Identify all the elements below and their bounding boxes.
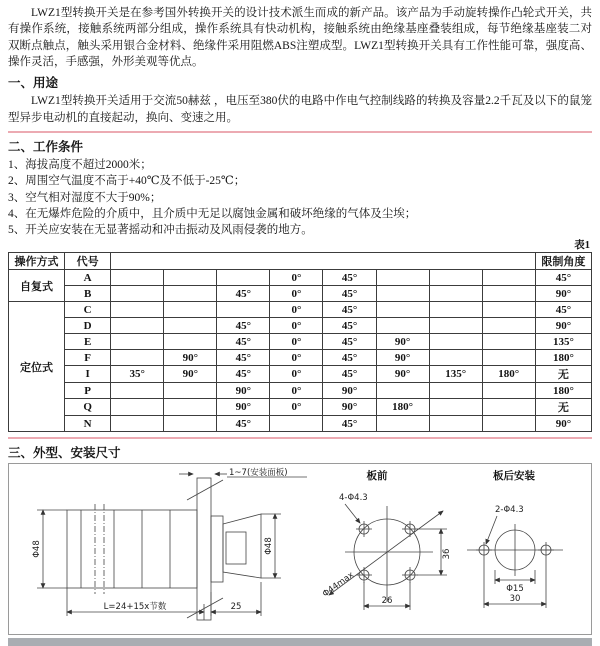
angle-cell: 0° xyxy=(270,399,323,416)
dim-dia-left: Φ48 xyxy=(32,540,42,558)
angle-cell: 90° xyxy=(164,350,217,366)
angle-cell xyxy=(111,416,164,432)
header-code: 代号 xyxy=(65,253,111,270)
angle-cell: 45° xyxy=(323,350,376,366)
section-usage-body: LWZ1型转换开关适用于交流50赫兹 ，电压至380伏的电路中作电气控制线路的转换及容量2.2千瓦及以下的鼠笼型异步电动机的直接起动，换向、变速之用。 xyxy=(8,95,592,124)
code-cell: I xyxy=(65,366,111,383)
angle-cell xyxy=(482,302,535,318)
code-cell: F xyxy=(65,350,111,366)
angle-cell xyxy=(429,350,482,366)
angle-cell: 0° xyxy=(270,286,323,302)
limit-angle-cell: 135° xyxy=(535,334,591,350)
panel-range-label: 1~7(安装面板) xyxy=(229,468,288,479)
angle-cell xyxy=(164,286,217,302)
angle-cell xyxy=(111,399,164,416)
code-cell: B xyxy=(65,286,111,302)
angle-cell xyxy=(429,416,482,432)
knob-outline xyxy=(223,514,261,578)
angle-cell xyxy=(111,318,164,334)
angle-cell xyxy=(482,350,535,366)
limit-angle-cell: 无 xyxy=(535,366,591,383)
angle-cell xyxy=(164,302,217,318)
angle-cell: 45° xyxy=(323,334,376,350)
angle-cell xyxy=(482,383,535,399)
dim-front-height: 36 xyxy=(442,548,452,560)
limit-angle-cell: 180° xyxy=(535,350,591,366)
angle-cell xyxy=(164,318,217,334)
table-row xyxy=(9,350,592,366)
condition-item: 2、周围空气温度不高于+40℃及不低于-25℃； xyxy=(8,175,246,188)
angle-cell xyxy=(429,383,482,399)
angle-cell: 45° xyxy=(323,302,376,318)
angle-cell xyxy=(270,416,323,432)
angle-cell: 45° xyxy=(217,318,270,334)
switch-body-outline xyxy=(67,510,197,588)
angle-cell xyxy=(482,416,535,432)
angle-cell: 90° xyxy=(376,350,429,366)
angle-cell xyxy=(429,318,482,334)
angle-cell: 45° xyxy=(217,366,270,383)
angle-cell: 0° xyxy=(270,318,323,334)
angle-cell: 0° xyxy=(270,366,323,383)
front-view-title: 板前 xyxy=(366,470,388,483)
angle-cell: 0° xyxy=(270,383,323,399)
rear-holes-label: 2-Φ4.3 xyxy=(495,505,524,516)
angle-cell: 90° xyxy=(164,366,217,383)
operation-mode-cell: 定位式 xyxy=(9,302,65,432)
table-row xyxy=(9,334,592,350)
limit-angle-cell: 90° xyxy=(535,286,591,302)
angle-cell xyxy=(429,302,482,318)
code-cell: D xyxy=(65,318,111,334)
angle-table-body xyxy=(9,270,592,432)
angle-cell: 45° xyxy=(217,350,270,366)
angle-cell xyxy=(376,302,429,318)
limit-angle-cell: 90° xyxy=(535,416,591,432)
rear-view-title: 板后安装 xyxy=(493,470,535,483)
section-divider xyxy=(8,437,592,439)
angle-cell: 0° xyxy=(270,350,323,366)
code-cell: P xyxy=(65,383,111,399)
angle-cell xyxy=(376,416,429,432)
angle-cell: 0° xyxy=(270,302,323,318)
limit-angle-cell: 45° xyxy=(535,270,591,286)
angle-cell: 45° xyxy=(217,286,270,302)
angle-cell: 0° xyxy=(270,270,323,286)
angle-cell xyxy=(482,399,535,416)
section-conditions-heading: 二、工作条件 xyxy=(8,139,84,154)
dim-dia-right: Φ48 xyxy=(264,537,274,555)
angle-cell xyxy=(164,383,217,399)
table-row xyxy=(9,383,592,399)
angle-cell xyxy=(217,302,270,318)
table-row xyxy=(9,399,592,416)
angle-cell: 135° xyxy=(429,366,482,383)
angle-cell: 90° xyxy=(323,399,376,416)
angle-cell xyxy=(111,350,164,366)
header-operation-mode: 操作方式 xyxy=(9,253,65,270)
angle-cell xyxy=(376,270,429,286)
angle-cell: 45° xyxy=(323,366,376,383)
angle-cell: 180° xyxy=(376,399,429,416)
dim-depth: 25 xyxy=(230,602,242,613)
angle-cell xyxy=(111,302,164,318)
section-dimensions-heading: 三、外型、安装尺寸 xyxy=(8,446,121,461)
limit-angle-cell: 45° xyxy=(535,302,591,318)
section-divider xyxy=(8,131,592,133)
front-holes-label: 4-Φ4.3 xyxy=(339,493,368,504)
angle-cell xyxy=(164,416,217,432)
angle-cell xyxy=(376,286,429,302)
angle-cell: 45° xyxy=(323,270,376,286)
angle-cell xyxy=(429,334,482,350)
code-cell: A xyxy=(65,270,111,286)
angle-cell: 90° xyxy=(217,383,270,399)
angle-cell xyxy=(111,270,164,286)
angle-cell xyxy=(111,286,164,302)
switch-angle-table xyxy=(8,252,592,432)
dimension-drawings-panel xyxy=(8,463,592,635)
angle-cell xyxy=(482,318,535,334)
rear-view-drawing xyxy=(467,469,563,608)
table-row xyxy=(9,270,592,286)
front-view-drawing xyxy=(321,469,452,610)
angle-cell xyxy=(482,270,535,286)
angle-cell: 90° xyxy=(376,366,429,383)
angle-cell xyxy=(111,383,164,399)
angle-cell: 90° xyxy=(376,334,429,350)
condition-item: 4、在无爆炸危险的介质中，且介质中无足以腐蚀金属和破坏绝缘的气体及尘埃； xyxy=(8,207,417,220)
limit-angle-cell: 180° xyxy=(535,383,591,399)
dim-rear-width: 30 xyxy=(509,594,521,605)
angle-cell xyxy=(217,270,270,286)
angle-cell: 45° xyxy=(323,286,376,302)
condition-item: 3、空气相对湿度不大于90%； xyxy=(8,191,162,204)
angle-cell: 0° xyxy=(270,334,323,350)
angle-cell: 90° xyxy=(323,383,376,399)
angle-cell: 45° xyxy=(323,416,376,432)
table-row xyxy=(9,318,592,334)
condition-item: 1、海拔高度不超过2000米； xyxy=(8,158,152,171)
mounting-panel xyxy=(197,478,211,620)
operation-mode-cell: 自复式 xyxy=(9,270,65,302)
section-usage-heading: 一、用途 xyxy=(8,76,59,91)
angle-cell xyxy=(429,399,482,416)
table-header-row xyxy=(9,253,592,270)
table-row xyxy=(9,286,592,302)
code-cell: C xyxy=(65,302,111,318)
angle-cell xyxy=(111,334,164,350)
angle-cell xyxy=(429,270,482,286)
angle-cell: 45° xyxy=(323,318,376,334)
table-row xyxy=(9,366,592,383)
dimension-drawings xyxy=(9,464,591,634)
angle-cell xyxy=(482,286,535,302)
angle-cell: 45° xyxy=(217,334,270,350)
table-caption: 表1 xyxy=(574,239,590,251)
header-limit-angle: 限制角度 xyxy=(535,253,591,270)
code-cell: E xyxy=(65,334,111,350)
code-cell: Q xyxy=(65,399,111,416)
intro-paragraph: LWZ1型转换开关是在参考国外转换开关的设计技术派生而成的新产品。该产品为手动旋转操作凸轮式开关，共有操作系统，接触系统两部分组成，操作系统具有快动机构，接触系统由绝缘基座叠装组成，每节绝缘基座装二对双断点触点，触头采用银合金材料、绝缘件采用阻燃ABS注塑成型。LWZ1型转换开关具有工作性能可靠，强度高、操作灵活，手感强，外形美观等优点。 xyxy=(8,7,592,68)
table-row xyxy=(9,302,592,318)
header-angles-blank xyxy=(111,253,536,270)
angle-cell xyxy=(376,318,429,334)
knob-flange xyxy=(211,516,223,582)
dim-dia-max: Φ44max xyxy=(320,570,356,600)
angle-cell xyxy=(482,334,535,350)
limit-angle-cell: 无 xyxy=(535,399,591,416)
angle-cell xyxy=(164,399,217,416)
side-view-drawing xyxy=(32,467,307,620)
angle-cell xyxy=(164,270,217,286)
table-row xyxy=(9,416,592,432)
code-cell: N xyxy=(65,416,111,432)
dim-length: L=24+15x节数 xyxy=(103,602,167,613)
angle-cell: 45° xyxy=(217,416,270,432)
angle-cell: 35° xyxy=(111,366,164,383)
dim-rear-dia: Φ15 xyxy=(506,584,524,595)
angle-cell: 180° xyxy=(482,366,535,383)
angle-cell xyxy=(376,383,429,399)
angle-cell xyxy=(429,286,482,302)
angle-cell: 90° xyxy=(217,399,270,416)
dim-front-width: 26 xyxy=(381,596,393,607)
angle-cell xyxy=(164,334,217,350)
bottom-gray-bar xyxy=(8,638,592,646)
condition-item: 5、开关应安装在无显著摇动和冲击振动及风雨侵袭的地方。 xyxy=(8,224,313,237)
limit-angle-cell: 90° xyxy=(535,318,591,334)
